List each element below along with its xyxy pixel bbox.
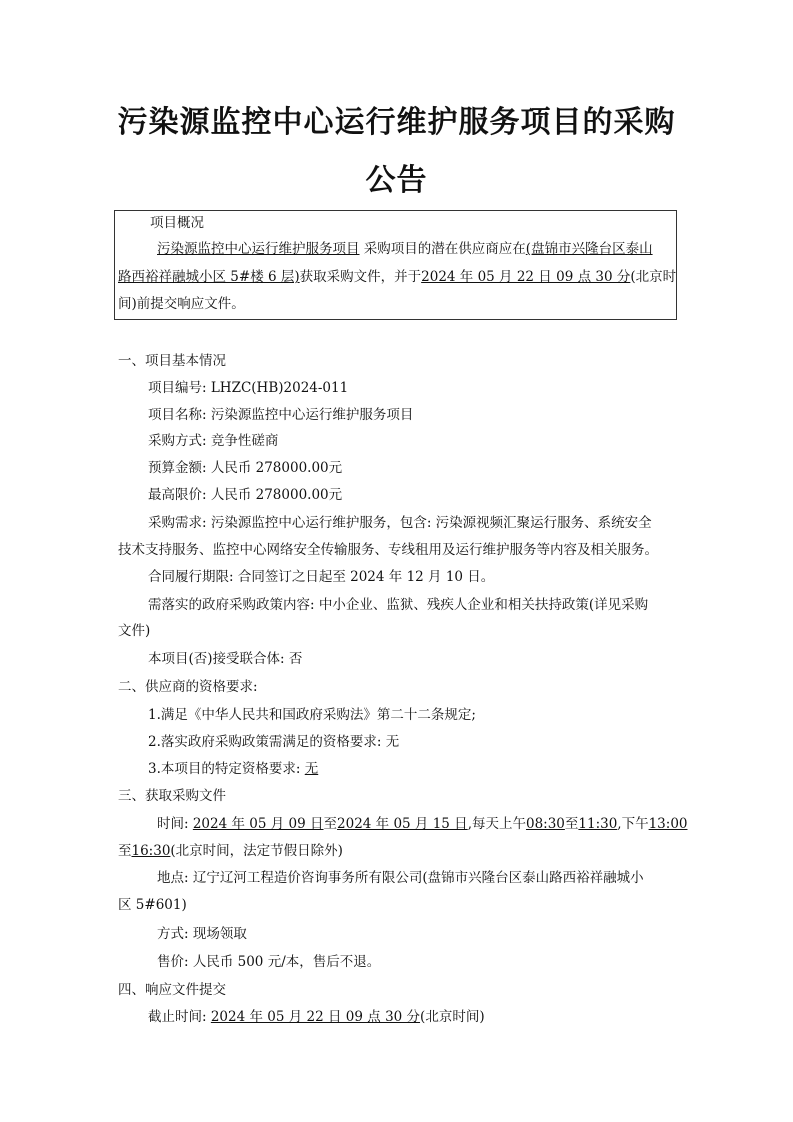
overview-project-name: 污染源监控中心运行维护服务项目 <box>157 241 360 257</box>
consortium: 本项目(否)接受联合体: 否 <box>148 651 303 667</box>
place-line1: 地点: 辽宁辽河工程造价咨询事务所有限公司(盘锦市兴隆台区泰山路西裕祥融城小 <box>157 870 644 886</box>
document-price: 售价: 人民币 500 元/本，售后不退。 <box>157 954 381 970</box>
qualification-item3-label: 3.本项目的特定资格要求: <box>148 761 305 777</box>
demand-line2: 技术支持服务、监控中心网络安全传输服务、专线租用及运行维护服务等内容及相关服务。 <box>118 542 658 558</box>
date-to: 2024 年 05 月 15 日 <box>337 816 468 832</box>
section4-heading: 四、响应文件提交 <box>118 982 226 998</box>
document-title-line1: 污染源监控中心运行维护服务项目的采购 <box>117 105 676 140</box>
qualification-item3-value: 无 <box>304 761 319 777</box>
acquire-time-line1 <box>157 815 688 833</box>
deadline-note: (北京时间) <box>420 1009 485 1025</box>
am-start: 08:30 <box>525 816 565 832</box>
budget-amount: 预算金额: 人民币 278000.00元 <box>148 460 343 476</box>
deadline-value: 2024 年 05 月 22 日 09 点 30 分 <box>210 1009 421 1025</box>
document-title-line2: 公告 <box>365 163 428 198</box>
overview-line1 <box>157 240 653 258</box>
acquire-method: 方式: 现场领取 <box>157 926 247 942</box>
pm-text: ,下午 <box>617 816 649 832</box>
time-label: 时间: <box>157 816 193 832</box>
place-line2: 区 5#601) <box>118 897 187 913</box>
date-from: 2024 年 05 月 09 日 <box>192 816 324 832</box>
qualification-item2: 2.落实政府采购政策需满足的资格要求: 无 <box>148 734 400 750</box>
daily-text: ,每天上午 <box>467 816 526 832</box>
procurement-method: 采购方式: 竞争性磋商 <box>148 433 279 449</box>
section3-heading: 三、获取采购文件 <box>118 788 226 804</box>
max-price: 最高限价: 人民币 278000.00元 <box>148 487 343 503</box>
to-text: 至 <box>323 816 338 832</box>
section1-heading: 一、项目基本情况 <box>118 353 226 369</box>
section2-heading: 二、供应商的资格要求: <box>118 679 258 695</box>
overview-heading: 项目概况 <box>150 215 204 231</box>
overview-deadline: 2024 年 05 月 22 日 09 点 30 分 <box>421 269 631 285</box>
project-name: 项目名称: 污染源监控中心运行维护服务项目 <box>148 407 414 423</box>
qualification-item1: 1.满足《中华人民共和国政府采购法》第二十二条规定; <box>148 707 476 723</box>
overview-text2: 获取采购文件，并于 <box>299 269 422 285</box>
project-code: 项目编号: LHZC(HB)2024-011 <box>148 380 349 396</box>
overview-line3: 间)前提交响应文件。 <box>118 296 245 312</box>
contract-period: 合同履行期限: 合同签订之日起至 2024 年 12 月 10 日。 <box>148 569 495 585</box>
deadline-label: 截止时间: <box>148 1009 211 1025</box>
pm-start: 13:00 <box>648 816 688 832</box>
policy-line1: 需落实的政府采购政策内容: 中小企业、监狱、残疾人企业和相关扶持政策(详见采购 <box>148 597 649 613</box>
overview-text3: (北京时 <box>630 269 677 285</box>
time-note: (北京时间，法定节假日除外) <box>170 843 343 859</box>
submission-deadline <box>148 1008 485 1026</box>
to-text: 至 <box>564 816 579 832</box>
overview-location2: 路西裕祥融城小区 5#楼 6 层) <box>118 269 300 285</box>
acquire-time-line2 <box>118 842 343 860</box>
overview-text1: 采购项目的潜在供应商应在 <box>359 241 526 257</box>
policy-line2: 文件) <box>118 623 151 639</box>
overview-line2 <box>118 268 676 286</box>
overview-location: (盘锦市兴隆台区泰山 <box>525 241 653 257</box>
qualification-item3 <box>148 760 318 778</box>
to-text: 至 <box>118 843 132 859</box>
demand-line1: 采购需求: 污染源监控中心运行维护服务，包含: 污染源视频汇聚运行服务、系统安全 <box>148 515 652 531</box>
am-end: 11:30 <box>578 816 618 832</box>
pm-end: 16:30 <box>131 843 171 859</box>
